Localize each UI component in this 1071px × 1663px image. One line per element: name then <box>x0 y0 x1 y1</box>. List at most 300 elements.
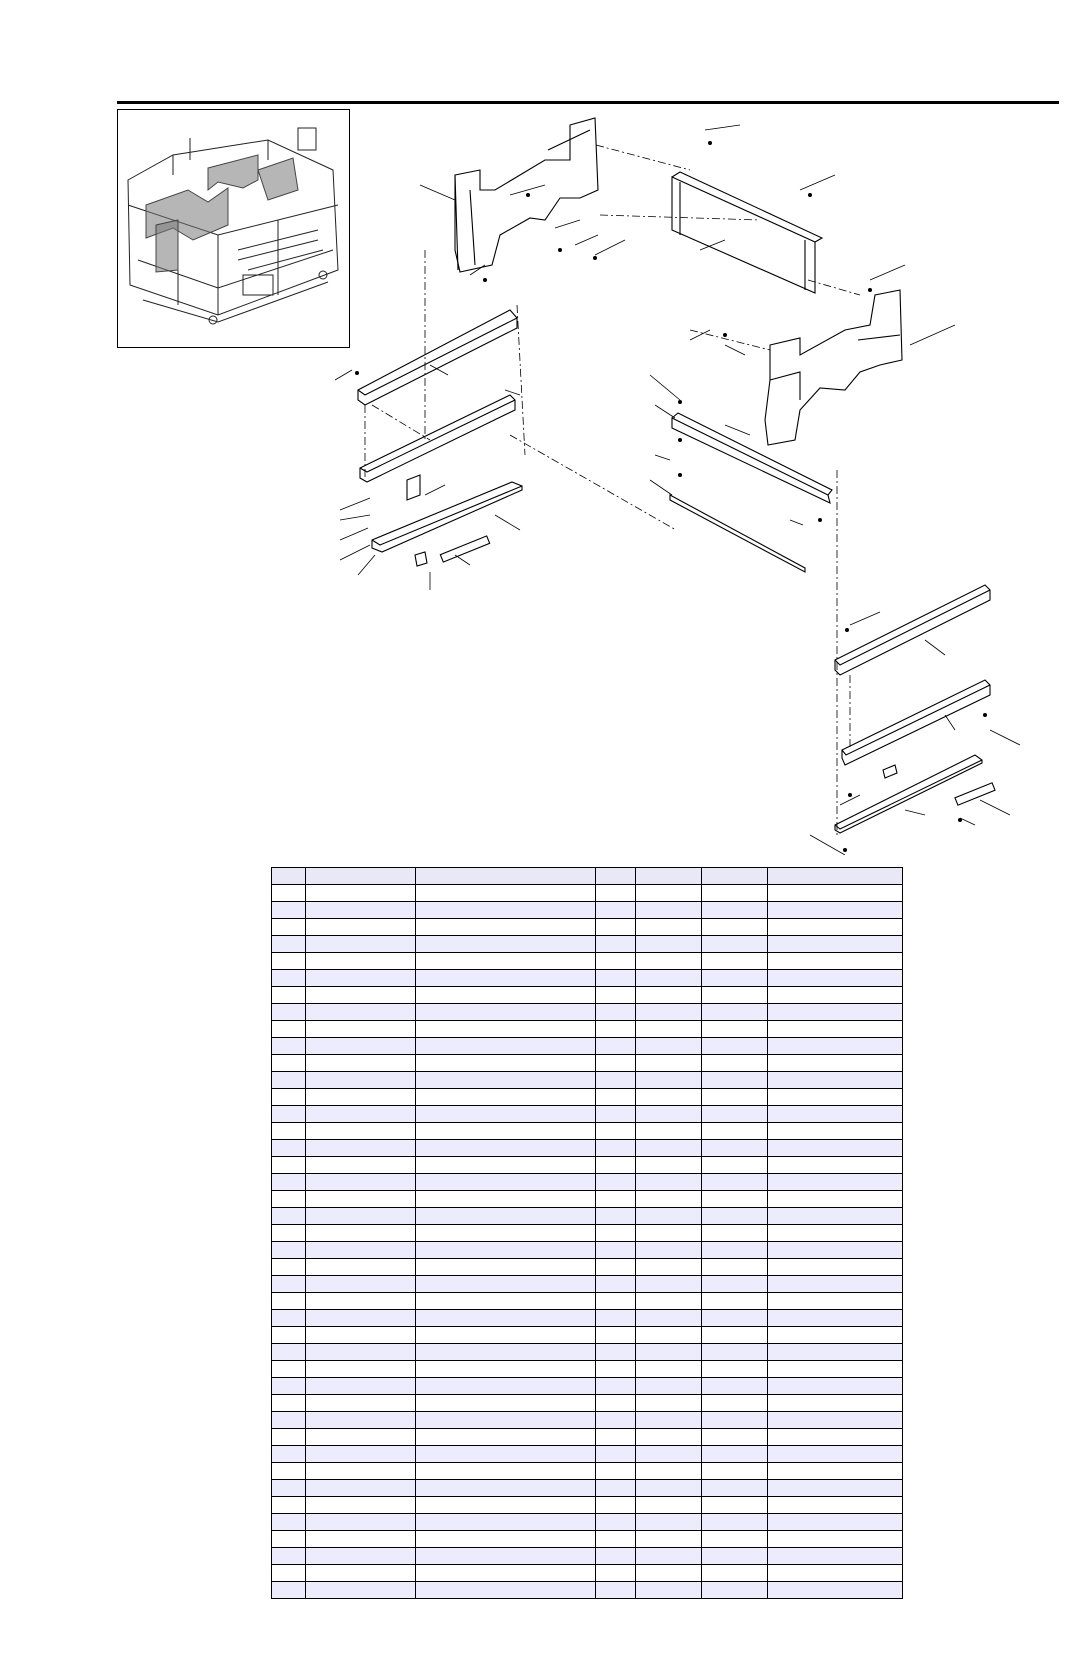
table-cell <box>272 987 306 1004</box>
table-cell <box>272 1157 306 1174</box>
table-cell <box>306 1055 416 1072</box>
table-cell <box>636 1327 702 1344</box>
table-cell <box>272 1208 306 1225</box>
table-cell <box>702 885 768 902</box>
table-cell <box>636 1242 702 1259</box>
table-row <box>272 936 903 953</box>
table-cell <box>596 1531 636 1548</box>
table-row <box>272 970 903 987</box>
table-cell <box>768 919 903 936</box>
table-cell <box>596 1310 636 1327</box>
table-cell <box>306 1038 416 1055</box>
table-cell <box>306 919 416 936</box>
table-cell <box>702 1395 768 1412</box>
table-cell <box>596 1327 636 1344</box>
table-cell <box>272 1106 306 1123</box>
table-row <box>272 1497 903 1514</box>
table-cell <box>416 1344 596 1361</box>
table-cell <box>636 1395 702 1412</box>
table-cell <box>596 1004 636 1021</box>
table-cell <box>306 868 416 885</box>
table-cell <box>306 936 416 953</box>
table-cell <box>768 1327 903 1344</box>
table-cell <box>306 1072 416 1089</box>
table-cell <box>416 1463 596 1480</box>
table-cell <box>702 1157 768 1174</box>
table-row <box>272 885 903 902</box>
table-cell <box>306 1089 416 1106</box>
table-cell <box>768 1344 903 1361</box>
table-cell <box>272 1072 306 1089</box>
table-cell <box>416 1174 596 1191</box>
table-cell <box>702 1123 768 1140</box>
table-cell <box>272 1463 306 1480</box>
table-cell <box>306 885 416 902</box>
table-cell <box>702 1310 768 1327</box>
table-cell <box>272 1395 306 1412</box>
table-cell <box>636 1225 702 1242</box>
table-cell <box>306 1157 416 1174</box>
table-row <box>272 1157 903 1174</box>
table-cell <box>272 1276 306 1293</box>
table-cell <box>416 1514 596 1531</box>
table-cell <box>272 1123 306 1140</box>
table-cell <box>702 1242 768 1259</box>
table-cell <box>702 919 768 936</box>
table-cell <box>768 1021 903 1038</box>
table-cell <box>702 936 768 953</box>
table-cell <box>636 1293 702 1310</box>
table-cell <box>596 885 636 902</box>
table-cell <box>636 1361 702 1378</box>
table-cell <box>596 970 636 987</box>
table-cell <box>272 1514 306 1531</box>
table-row <box>272 1242 903 1259</box>
table-cell <box>306 1412 416 1429</box>
table-cell <box>306 1276 416 1293</box>
table-row <box>272 1327 903 1344</box>
table-cell <box>702 1089 768 1106</box>
table-cell <box>596 1106 636 1123</box>
table-cell <box>272 1004 306 1021</box>
table-cell <box>306 1225 416 1242</box>
table-cell <box>702 1276 768 1293</box>
table-cell <box>768 1480 903 1497</box>
table-cell <box>416 1157 596 1174</box>
table-row <box>272 953 903 970</box>
table-cell <box>596 1344 636 1361</box>
table-cell <box>636 1548 702 1565</box>
table-cell <box>596 953 636 970</box>
table-cell <box>306 902 416 919</box>
table-cell <box>416 1565 596 1582</box>
table-cell <box>768 1242 903 1259</box>
table-row <box>272 1446 903 1463</box>
table-row <box>272 1123 903 1140</box>
table-cell <box>272 885 306 902</box>
table-cell <box>272 1480 306 1497</box>
table-cell <box>768 1038 903 1055</box>
table-row <box>272 919 903 936</box>
table-cell <box>416 1531 596 1548</box>
table-cell <box>636 885 702 902</box>
table-cell <box>306 970 416 987</box>
table-cell <box>636 1055 702 1072</box>
table-cell <box>272 1191 306 1208</box>
table-cell <box>702 1106 768 1123</box>
table-cell <box>596 919 636 936</box>
table-cell <box>636 1412 702 1429</box>
table-cell <box>272 902 306 919</box>
table-cell <box>636 1344 702 1361</box>
table-cell <box>768 1276 903 1293</box>
table-row <box>272 1344 903 1361</box>
table-cell <box>306 1565 416 1582</box>
table-cell <box>272 1021 306 1038</box>
table-cell <box>416 1429 596 1446</box>
table-cell <box>636 1191 702 1208</box>
table-row <box>272 1089 903 1106</box>
table-cell <box>596 1480 636 1497</box>
table-cell <box>702 1497 768 1514</box>
table-cell <box>636 1208 702 1225</box>
table-cell <box>306 1497 416 1514</box>
table-cell <box>272 1055 306 1072</box>
table-cell <box>636 1497 702 1514</box>
table-cell <box>416 1259 596 1276</box>
table-cell <box>306 1021 416 1038</box>
table-cell <box>416 1395 596 1412</box>
table-cell <box>306 1293 416 1310</box>
table-cell <box>768 1140 903 1157</box>
table-cell <box>596 902 636 919</box>
table-cell <box>768 953 903 970</box>
table-cell <box>416 936 596 953</box>
table-row <box>272 1174 903 1191</box>
table-cell <box>768 1123 903 1140</box>
table-cell <box>636 1310 702 1327</box>
table-cell <box>596 1463 636 1480</box>
table-cell <box>768 1378 903 1395</box>
table-cell <box>416 1276 596 1293</box>
table-cell <box>768 1548 903 1565</box>
table-cell <box>272 1378 306 1395</box>
table-cell <box>702 1038 768 1055</box>
table-cell <box>306 1140 416 1157</box>
table-cell <box>416 1004 596 1021</box>
table-row <box>272 1310 903 1327</box>
table-cell <box>768 970 903 987</box>
table-cell <box>306 1582 416 1599</box>
table-cell <box>768 1089 903 1106</box>
table-cell <box>272 1089 306 1106</box>
table-cell <box>702 1582 768 1599</box>
table-cell <box>636 1004 702 1021</box>
table-cell <box>702 1191 768 1208</box>
table-cell <box>416 1208 596 1225</box>
table-row <box>272 1225 903 1242</box>
table-cell <box>306 1548 416 1565</box>
table-cell <box>272 1429 306 1446</box>
table-cell <box>702 1429 768 1446</box>
table-cell <box>272 1225 306 1242</box>
table-cell <box>416 1106 596 1123</box>
table-cell <box>596 987 636 1004</box>
table-cell <box>768 1446 903 1463</box>
table-cell <box>416 1242 596 1259</box>
table-cell <box>306 1004 416 1021</box>
table-cell <box>416 1361 596 1378</box>
table-cell <box>702 1446 768 1463</box>
table-cell <box>596 1361 636 1378</box>
table-cell <box>768 1582 903 1599</box>
table-row <box>272 1208 903 1225</box>
table-cell <box>272 1446 306 1463</box>
table-cell <box>702 953 768 970</box>
table-cell <box>416 885 596 902</box>
table-cell <box>702 1531 768 1548</box>
table-cell <box>272 1038 306 1055</box>
table-cell <box>306 1463 416 1480</box>
table-cell <box>306 1446 416 1463</box>
table-cell <box>416 1021 596 1038</box>
table-cell <box>596 936 636 953</box>
table-cell <box>306 1531 416 1548</box>
table-cell <box>636 1565 702 1582</box>
table-row <box>272 1463 903 1480</box>
table-cell <box>702 902 768 919</box>
table-cell <box>702 1514 768 1531</box>
table-cell <box>272 1497 306 1514</box>
table-cell <box>596 1446 636 1463</box>
table-cell <box>596 1055 636 1072</box>
table-cell <box>636 1123 702 1140</box>
parts-list-table <box>271 867 903 1599</box>
table-cell <box>768 1310 903 1327</box>
table-cell <box>596 1157 636 1174</box>
table-cell <box>636 1157 702 1174</box>
table-cell <box>702 1327 768 1344</box>
table-cell <box>702 1548 768 1565</box>
table-cell <box>702 1140 768 1157</box>
table-cell <box>416 1497 596 1514</box>
table-row <box>272 1191 903 1208</box>
table-cell <box>768 1293 903 1310</box>
table-cell <box>702 1378 768 1395</box>
table-cell <box>416 1480 596 1497</box>
table-cell <box>416 919 596 936</box>
table-row <box>272 1106 903 1123</box>
table-cell <box>636 1174 702 1191</box>
table-cell <box>768 1361 903 1378</box>
table-cell <box>768 1072 903 1089</box>
table-cell <box>768 885 903 902</box>
table-cell <box>636 1140 702 1157</box>
table-cell <box>636 1038 702 1055</box>
table-cell <box>596 1412 636 1429</box>
table-cell <box>636 1378 702 1395</box>
table-cell <box>272 1361 306 1378</box>
table-cell <box>596 1378 636 1395</box>
table-cell <box>768 902 903 919</box>
table-cell <box>768 1004 903 1021</box>
table-cell <box>768 1565 903 1582</box>
table-cell <box>702 1565 768 1582</box>
table-cell <box>636 936 702 953</box>
table-cell <box>416 902 596 919</box>
table-cell <box>702 868 768 885</box>
table-cell <box>596 1242 636 1259</box>
table-cell <box>596 1276 636 1293</box>
table-cell <box>272 1565 306 1582</box>
table-row <box>272 1565 903 1582</box>
table-cell <box>768 1174 903 1191</box>
table-cell <box>596 1514 636 1531</box>
table-cell <box>416 1140 596 1157</box>
table-cell <box>306 1191 416 1208</box>
table-cell <box>768 1055 903 1072</box>
table-cell <box>416 868 596 885</box>
table-cell <box>272 1293 306 1310</box>
table-cell <box>636 970 702 987</box>
table-row <box>272 1412 903 1429</box>
table-cell <box>416 1310 596 1327</box>
table-cell <box>702 1004 768 1021</box>
table-cell <box>272 1531 306 1548</box>
table-cell <box>636 868 702 885</box>
table-cell <box>416 1225 596 1242</box>
table-cell <box>636 953 702 970</box>
table-cell <box>272 1327 306 1344</box>
table-cell <box>416 1548 596 1565</box>
table-cell <box>416 1582 596 1599</box>
table-cell <box>768 1463 903 1480</box>
table-cell <box>272 868 306 885</box>
table-cell <box>768 1208 903 1225</box>
table-cell <box>636 1514 702 1531</box>
table-cell <box>596 1429 636 1446</box>
table-cell <box>306 1123 416 1140</box>
table-cell <box>306 1327 416 1344</box>
table-cell <box>702 1055 768 1072</box>
table-cell <box>596 1140 636 1157</box>
table-cell <box>306 1310 416 1327</box>
table-row <box>272 1055 903 1072</box>
table-cell <box>306 987 416 1004</box>
table-cell <box>636 1072 702 1089</box>
table-cell <box>306 1514 416 1531</box>
table-row <box>272 1395 903 1412</box>
table-cell <box>768 1225 903 1242</box>
table-cell <box>768 1157 903 1174</box>
table-cell <box>702 1072 768 1089</box>
table-cell <box>768 1429 903 1446</box>
table-cell <box>416 1412 596 1429</box>
table-row <box>272 1004 903 1021</box>
table-row <box>272 1038 903 1055</box>
table-cell <box>636 1446 702 1463</box>
table-row <box>272 1140 903 1157</box>
table-cell <box>596 1225 636 1242</box>
table-cell <box>272 1548 306 1565</box>
table-cell <box>272 970 306 987</box>
table-cell <box>272 1259 306 1276</box>
table-cell <box>596 868 636 885</box>
table-cell <box>416 1327 596 1344</box>
table-cell <box>416 1123 596 1140</box>
table-row <box>272 1021 903 1038</box>
table-row <box>272 1259 903 1276</box>
table-cell <box>272 953 306 970</box>
table-cell <box>636 902 702 919</box>
table-cell <box>416 1378 596 1395</box>
table-cell <box>596 1293 636 1310</box>
table-cell <box>702 1463 768 1480</box>
table-cell <box>416 1038 596 1055</box>
table-cell <box>596 1497 636 1514</box>
table-row <box>272 1429 903 1446</box>
table-cell <box>306 1106 416 1123</box>
table-cell <box>596 1174 636 1191</box>
table-cell <box>272 1310 306 1327</box>
table-cell <box>596 1191 636 1208</box>
table-cell <box>596 1395 636 1412</box>
table-header-row <box>272 868 903 885</box>
table-row <box>272 1582 903 1599</box>
table-row <box>272 1361 903 1378</box>
table-cell <box>272 1412 306 1429</box>
table-cell <box>636 1463 702 1480</box>
table-row <box>272 1531 903 1548</box>
table-cell <box>416 1089 596 1106</box>
table-cell <box>768 936 903 953</box>
table-cell <box>702 1021 768 1038</box>
table-cell <box>416 1446 596 1463</box>
table-cell <box>768 1514 903 1531</box>
table-cell <box>768 1106 903 1123</box>
table-cell <box>272 1242 306 1259</box>
table-cell <box>636 1582 702 1599</box>
table-cell <box>768 1191 903 1208</box>
table-cell <box>636 1480 702 1497</box>
table-cell <box>702 1174 768 1191</box>
table-cell <box>768 1412 903 1429</box>
table-cell <box>702 987 768 1004</box>
table-cell <box>596 1548 636 1565</box>
table-cell <box>306 1259 416 1276</box>
table-cell <box>702 1259 768 1276</box>
table-row <box>272 1293 903 1310</box>
table-cell <box>416 1191 596 1208</box>
table-cell <box>702 970 768 987</box>
header-rule <box>117 101 1059 104</box>
table-cell <box>636 1021 702 1038</box>
table-row <box>272 1276 903 1293</box>
table-cell <box>596 1123 636 1140</box>
table-cell <box>596 1259 636 1276</box>
table-cell <box>306 1208 416 1225</box>
exploded-frame-diagram-icon <box>300 115 1020 855</box>
table-cell <box>596 1038 636 1055</box>
table-row <box>272 987 903 1004</box>
table-cell <box>306 1344 416 1361</box>
table-cell <box>636 1531 702 1548</box>
table-cell <box>596 1582 636 1599</box>
table-cell <box>636 987 702 1004</box>
table-cell <box>416 1055 596 1072</box>
table-cell <box>596 1565 636 1582</box>
table-cell <box>636 1106 702 1123</box>
